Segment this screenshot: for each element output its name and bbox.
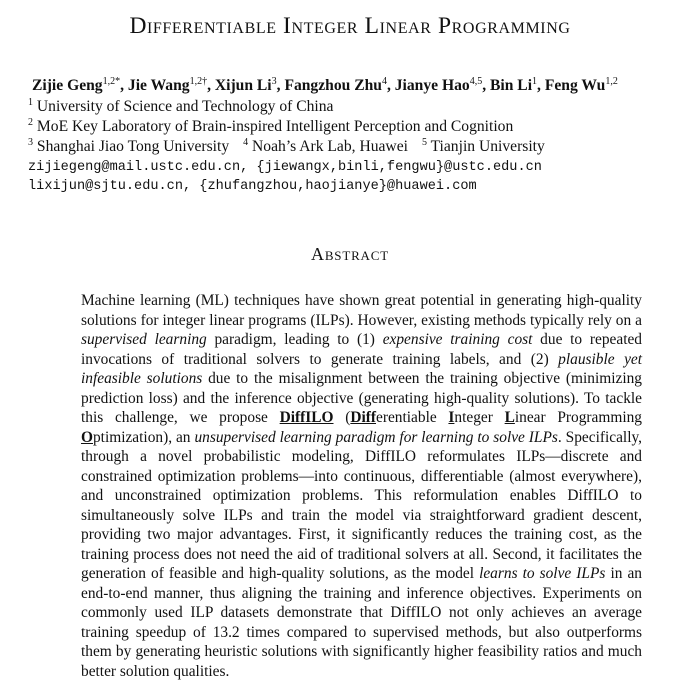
paper-title: Differentiable Integer Linear Programming (129, 13, 571, 39)
author-affiliation-mark: 3 (271, 76, 277, 87)
abstract-emphasis: learns to solve ILPs (479, 565, 606, 582)
affiliation-number: 5 (421, 137, 427, 148)
affiliation-text: MoE Key Laboratory of Brain-inspired Intelligent Perception and Cognition (36, 118, 514, 135)
author-name: Feng Wu (544, 77, 606, 94)
affiliation-text: Tianjin University (430, 138, 545, 155)
abstract-text: ( (333, 409, 351, 426)
acronym-letters: O (81, 428, 93, 446)
author-name: Jie Wang (127, 77, 190, 94)
author-affiliation-mark: 1,2* (102, 76, 121, 87)
author-affiliation-mark: 4,5 (469, 76, 483, 87)
email-line-1: zijiegeng@mail.ustc.edu.cn, {jiewangx,binli,fengwu}@ustc.edu.cn (28, 160, 542, 175)
abstract-heading: Abstract (311, 244, 389, 264)
affiliation-number: 4 (243, 137, 249, 148)
author-affiliation-mark: 1 (532, 76, 538, 87)
abstract-text: ptimization), an (92, 428, 195, 446)
author-affiliation-mark: 4 (381, 76, 387, 87)
author-name: Xijun Li (214, 77, 272, 94)
acronym-letters: I (448, 409, 455, 426)
method-name: DiffILO (279, 409, 334, 426)
abstract-text: paradigm, leading to (1) (206, 331, 383, 348)
abstract-text: . Specifically, through a novel probabilistic modeling, DiffILO reformulates ILPs—discrete and constrained optimization problems—into continuous, differentiable (almost everywhere), and unconstrained optimization problems. This reformulation enables DiffILO to simultaneously solve ILPs and train the model via straightforward gradient descent, providing two major advantages. First, it significantly reduces the training cost, as the training process does not need the aid of traditional solvers at all. Second, it facilitates the generation of feasible and high-quality solutions, as the model (81, 428, 643, 582)
affiliation-text: Noah’s Ark Lab, Huawei (252, 138, 408, 155)
abstract-paragraph (81, 291, 642, 681)
acronym-letters: Diff (350, 409, 377, 426)
affiliation-2 (28, 118, 513, 136)
abstract-emphasis: plausible yet infeasible solutions (81, 350, 643, 387)
author-name: Jianye Hao (394, 77, 470, 94)
affiliation-text: University of Science and Technology of China (36, 98, 334, 115)
author-affiliation-mark: 1,2 (605, 76, 618, 87)
abstract-emphasis: supervised learning (81, 331, 207, 348)
author-affiliation-mark: 1,2† (189, 76, 208, 87)
author-name: Zijie Geng (32, 77, 103, 94)
author-name: Fangzhou Zhu (284, 77, 382, 94)
author-name: Bin Li (489, 77, 533, 94)
abstract-text: nteger (454, 409, 505, 426)
affiliation-number: 1 (28, 97, 33, 108)
email-line-2: lixijun@sjtu.edu.cn, {zhufangzhou,haojianye}@huawei.com (28, 179, 477, 194)
abstract-text: inear Programming (514, 409, 642, 426)
abstract-emphasis: expensive training cost (382, 331, 533, 348)
affiliation-number: 2 (28, 117, 33, 128)
affiliation-number: 3 (28, 137, 33, 148)
abstract-text: due to the misalignment between the training objective (minimizing prediction loss) and the inference objective (generating high-quality solutions). To tackle this challenge, we propose (81, 370, 642, 426)
abstract-text: due to repeated invocations of traditional solvers to generate training labels, and (2) (81, 331, 642, 368)
affiliation-3-4-5 (28, 138, 545, 156)
abstract-text: erentiable (376, 409, 449, 426)
abstract-text: in an end-to-end manner, thus aligning the training and inference objectives. Experiments on commonly used ILP datasets demonstrate that DiffILO not only achieves an average training speedup of 13.2 times compared to supervised methods, but also outperforms them by generating heuristic solutions with significantly higher feasibility ratios and much better solution qualities. (81, 565, 642, 680)
abstract-text: Machine learning (ML) techniques have shown great potential in generating high-quality solutions for integer linear programs (ILPs). However, existing methods typically rely on a (81, 292, 642, 329)
affiliation-1 (28, 98, 333, 116)
author-list: Zijie Geng$^{1,2*}$, Jie Wang$^{1,2\dagger}$, Xijun Li$^3$, Fangzhou Zhu$^4$, Jianye Hao$^{4,5}$, Bin Li$^1$, Feng Wu$^{1,2}$ (32, 76, 618, 94)
abstract-emphasis: unsupervised learning paradigm for learning to solve ILPs (194, 428, 558, 446)
affiliation-text: Shanghai Jiao Tong University (36, 138, 230, 155)
acronym-letters: L (504, 409, 515, 426)
